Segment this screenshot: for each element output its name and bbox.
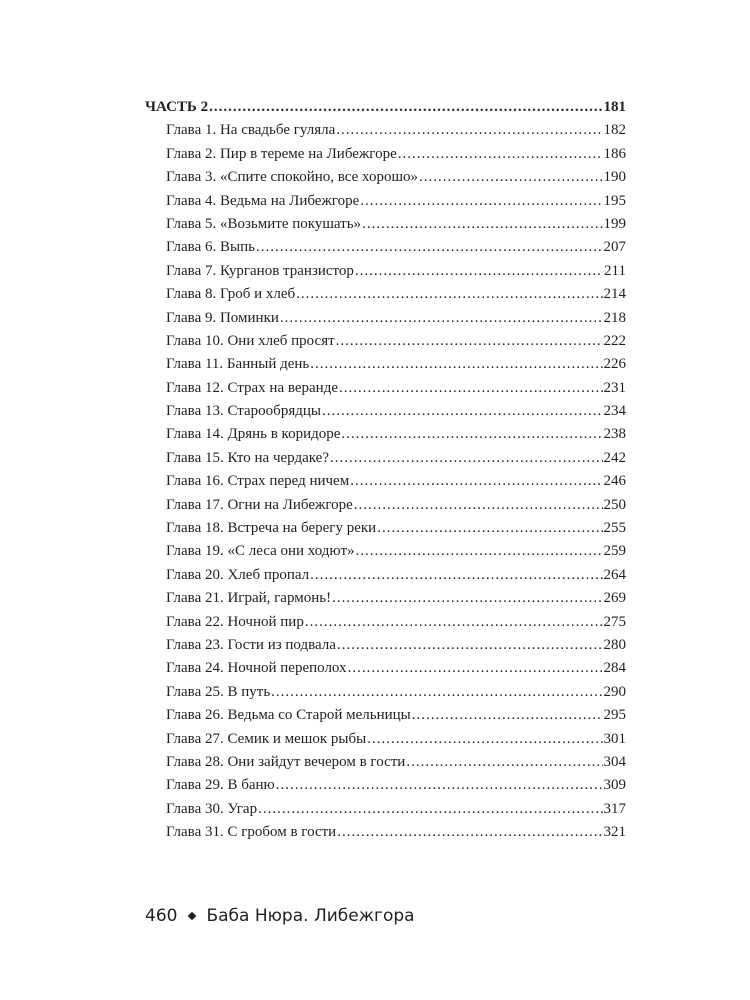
dot-leader <box>271 681 602 704</box>
dot-leader <box>310 564 602 587</box>
chapter-title: Глава 9. Поминки <box>166 309 279 326</box>
dot-leader <box>336 330 603 353</box>
chapter-title: Глава 1. На свадьбе гуляла <box>166 122 336 139</box>
chapter-title: Глава 20. Хлеб пропал <box>166 566 310 583</box>
dot-leader <box>276 774 603 797</box>
dot-leader <box>350 470 602 493</box>
chapter-title: Глава 4. Ведьма на Либежгоре <box>166 192 360 209</box>
chapter-page-number: 231 <box>603 379 626 396</box>
toc-entry <box>145 166 626 189</box>
dot-leader <box>348 657 603 680</box>
chapter-page-number: 214 <box>603 286 626 303</box>
chapter-page-number: 290 <box>603 683 626 700</box>
dot-leader <box>398 143 603 166</box>
dot-leader <box>332 587 602 610</box>
chapter-page-number: 211 <box>604 262 626 279</box>
toc-entry <box>145 821 626 844</box>
toc-entry <box>145 260 626 283</box>
chapter-page-number: 317 <box>603 800 626 817</box>
chapter-page-number: 280 <box>603 636 626 653</box>
chapter-title: Глава 17. Огни на Либежгоре <box>166 496 353 513</box>
dot-leader <box>412 704 603 727</box>
dot-leader <box>419 166 603 189</box>
chapter-title: Глава 8. Гроб и хлеб <box>166 286 296 303</box>
toc-entry <box>145 611 626 634</box>
chapter-page-number: 246 <box>603 473 626 490</box>
toc-entry <box>145 494 626 517</box>
chapter-title: Глава 10. Они хлеб просят <box>166 332 335 349</box>
chapter-title: Глава 21. Играй, гармонь! <box>166 590 332 607</box>
toc-entry <box>145 470 626 493</box>
chapter-title: Глава 2. Пир в тереме на Либежгоре <box>166 145 397 162</box>
toc-entry <box>145 190 626 213</box>
toc-entry <box>145 798 626 821</box>
toc-entry <box>145 283 626 306</box>
chapter-page-number: 295 <box>603 707 626 724</box>
dot-leader <box>355 260 603 283</box>
chapter-list <box>145 119 626 844</box>
chapter-page-number: 242 <box>603 449 626 466</box>
dot-leader <box>356 540 603 563</box>
toc-entry <box>145 681 626 704</box>
chapter-title: Глава 11. Банный день <box>166 356 310 373</box>
dot-leader <box>341 423 602 446</box>
toc-entry <box>145 143 626 166</box>
chapter-page-number: 304 <box>603 753 626 770</box>
chapter-title: Глава 27. Семик и мешок рыбы <box>166 730 367 747</box>
toc-entry <box>145 728 626 751</box>
toc-entry <box>145 307 626 330</box>
dot-leader <box>377 517 602 540</box>
footer-page-number: 460 <box>145 906 178 926</box>
dot-leader <box>339 377 603 400</box>
chapter-page-number: 264 <box>603 566 626 583</box>
chapter-title: Глава 12. Страх на веранде <box>166 379 338 396</box>
dot-leader <box>322 400 603 423</box>
chapter-title: Глава 19. «С леса они ходют» <box>166 543 355 560</box>
toc-entry <box>145 704 626 727</box>
chapter-page-number: 195 <box>603 192 626 209</box>
chapter-page-number: 255 <box>603 520 626 537</box>
dot-leader <box>330 447 603 470</box>
table-of-contents <box>145 96 626 845</box>
dot-leader <box>337 821 602 844</box>
toc-entry <box>145 423 626 446</box>
chapter-title: Глава 22. Ночной пир <box>166 613 304 630</box>
chapter-title: Глава 23. Гости из подвала <box>166 636 336 653</box>
chapter-title: Глава 26. Ведьма со Старой мельницы <box>166 707 411 724</box>
toc-entry <box>145 400 626 423</box>
dot-leader <box>354 494 603 517</box>
chapter-page-number: 301 <box>603 730 626 747</box>
chapter-page-number: 309 <box>603 777 626 794</box>
chapter-title: Глава 13. Старообрядцы <box>166 403 321 420</box>
chapter-page-number: 250 <box>603 496 626 513</box>
dot-leader <box>209 96 602 119</box>
dot-leader <box>406 751 602 774</box>
part-page-number: 181 <box>603 99 626 115</box>
chapter-title: Глава 6. Выпь <box>166 239 255 256</box>
chapter-page-number: 218 <box>603 309 626 326</box>
dot-leader <box>337 634 603 657</box>
toc-entry <box>145 564 626 587</box>
chapter-title: Глава 5. «Возьмите покушать» <box>166 215 362 232</box>
page-footer <box>145 906 415 926</box>
chapter-page-number: 186 <box>603 145 626 162</box>
toc-entry <box>145 447 626 470</box>
toc-entry <box>145 377 626 400</box>
toc-entry <box>145 236 626 259</box>
chapter-page-number: 234 <box>603 403 626 420</box>
chapter-page-number: 182 <box>603 122 626 139</box>
chapter-page-number: 222 <box>603 332 626 349</box>
dot-leader <box>305 611 603 634</box>
chapter-page-number: 259 <box>603 543 626 560</box>
chapter-title: Глава 25. В путь <box>166 683 271 700</box>
diamond-icon <box>188 912 196 920</box>
dot-leader <box>336 119 602 142</box>
toc-entry <box>145 119 626 142</box>
chapter-title: Глава 24. Ночной переполох <box>166 660 347 677</box>
chapter-page-number: 321 <box>603 824 626 841</box>
toc-part-heading <box>145 96 626 119</box>
chapter-title: Глава 3. «Спите спокойно, все хорошо» <box>166 169 418 186</box>
chapter-page-number: 199 <box>603 215 626 232</box>
dot-leader <box>367 728 602 751</box>
toc-entry <box>145 213 626 236</box>
chapter-page-number: 238 <box>603 426 626 443</box>
chapter-title: Глава 15. Кто на чердаке? <box>166 449 329 466</box>
toc-entry <box>145 517 626 540</box>
toc-entry <box>145 587 626 610</box>
chapter-title: Глава 28. Они зайдут вечером в гости <box>166 753 406 770</box>
toc-entry <box>145 774 626 797</box>
dot-leader <box>310 353 602 376</box>
chapter-page-number: 226 <box>603 356 626 373</box>
toc-entry <box>145 540 626 563</box>
chapter-title: Глава 14. Дрянь в коридоре <box>166 426 341 443</box>
chapter-page-number: 284 <box>603 660 626 677</box>
chapter-title: Глава 16. Страх перед ничем <box>166 473 350 490</box>
toc-entry <box>145 330 626 353</box>
toc-entry <box>145 657 626 680</box>
chapter-page-number: 275 <box>603 613 626 630</box>
dot-leader <box>256 236 603 259</box>
chapter-page-number: 269 <box>603 590 626 607</box>
dot-leader <box>296 283 602 306</box>
chapter-title: Глава 7. Курганов транзистор <box>166 262 354 279</box>
toc-entry <box>145 634 626 657</box>
toc-entry <box>145 751 626 774</box>
chapter-title: Глава 30. Угар <box>166 800 258 817</box>
footer-book-title: Баба Нюра. Либежгора <box>206 906 415 926</box>
toc-entry <box>145 353 626 376</box>
chapter-title: Глава 29. В баню <box>166 777 275 794</box>
chapter-page-number: 207 <box>603 239 626 256</box>
chapter-page-number: 190 <box>603 169 626 186</box>
part-title: ЧАСТЬ 2 <box>145 99 209 115</box>
dot-leader <box>362 213 602 236</box>
dot-leader <box>280 307 603 330</box>
chapter-title: Глава 31. С гробом в гости <box>166 824 337 841</box>
dot-leader <box>360 190 602 213</box>
dot-leader <box>258 798 602 821</box>
chapter-title: Глава 18. Встреча на берегу реки <box>166 520 377 537</box>
